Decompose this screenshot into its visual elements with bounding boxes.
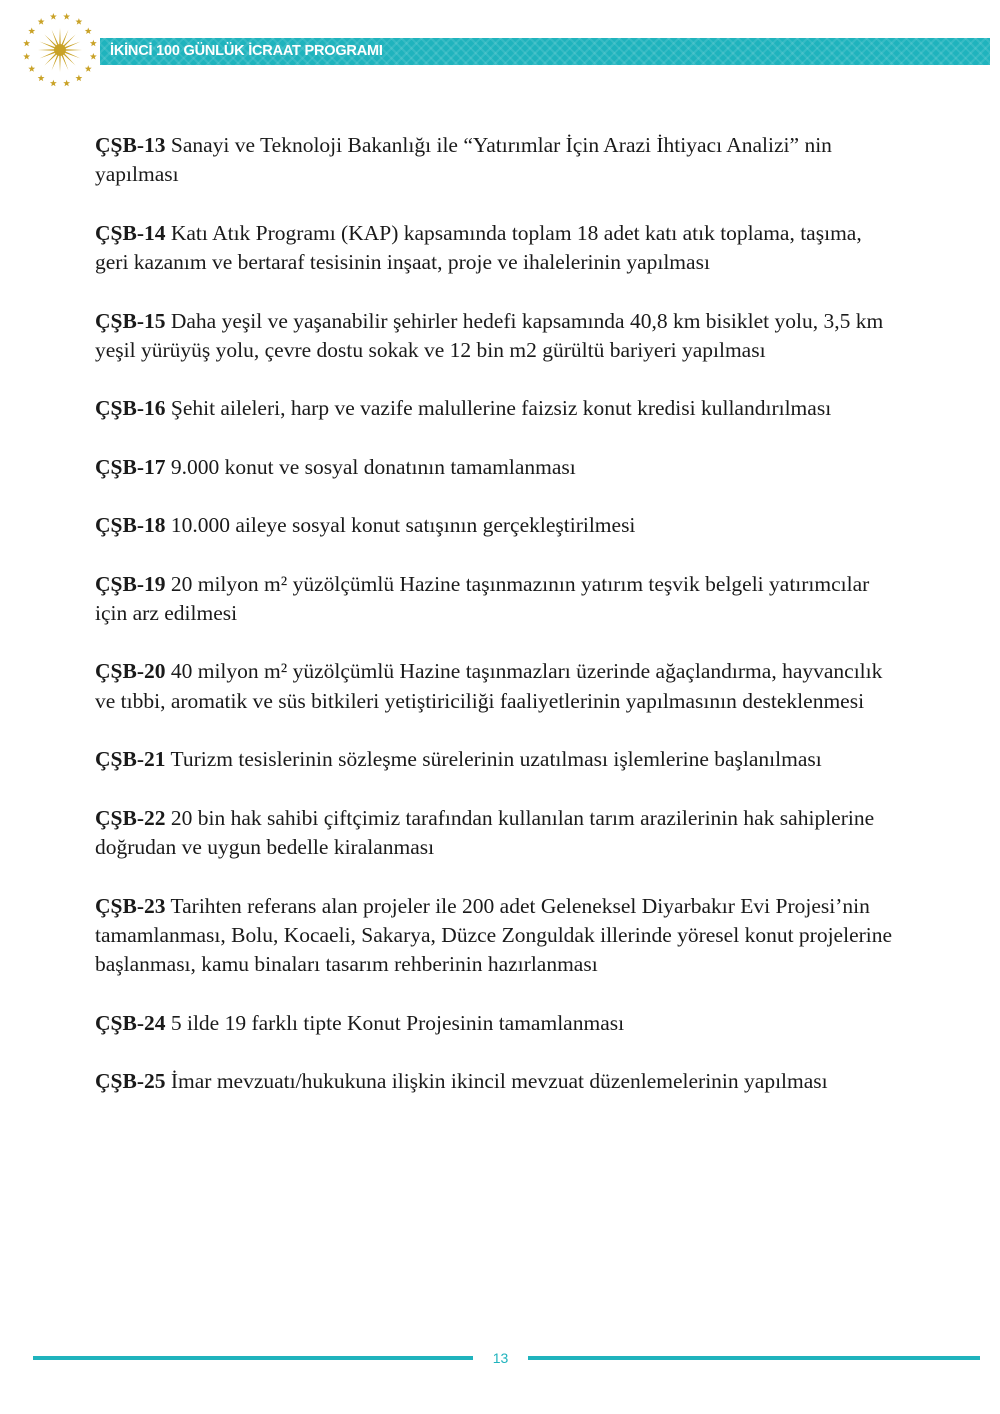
page-number: 13 bbox=[492, 1350, 509, 1366]
footer-rule-left bbox=[33, 1356, 473, 1360]
presidential-seal-icon bbox=[18, 8, 102, 92]
item-code: ÇŞB-18 bbox=[95, 513, 166, 538]
item-code: ÇŞB-23 bbox=[95, 893, 166, 918]
item-text: 10.000 aileye sosyal konut satışının gerçekleştirilmesi bbox=[170, 513, 636, 538]
item-text: Tarihten referans alan projeler ile 200 adet Geleneksel Diyarbakır Evi Projesi’nin tamamlanması, Bolu, Kocaeli, Sakarya, Düzce Zonguldak illerinde yöresel konut projelerine başlanması, kamu binaları tasarım rehberinin hazırlanması bbox=[95, 893, 893, 977]
document-body bbox=[95, 131, 895, 1126]
list-item bbox=[95, 511, 895, 540]
item-text: 20 milyon m² yüzölçümlü Hazine taşınmazının yatırım teşvik belgeli yatırımcılar için arz edilmesi bbox=[95, 571, 870, 626]
item-text: Turizm tesislerinin sözleşme sürelerinin uzatılması işlemlerine başlanılması bbox=[170, 747, 822, 772]
item-code: ÇŞB-22 bbox=[95, 805, 166, 830]
item-code: ÇŞB-21 bbox=[95, 747, 166, 772]
list-item bbox=[95, 1009, 895, 1038]
header-title: İKİNCİ 100 GÜNLÜK İCRAAT PROGRAMI bbox=[110, 43, 383, 59]
list-item bbox=[95, 804, 895, 863]
list-item bbox=[95, 394, 895, 423]
item-code: ÇŞB-16 bbox=[95, 396, 166, 421]
item-text: Katı Atık Programı (KAP) kapsamında toplam 18 adet katı atık toplama, taşıma, geri kazanım ve bertaraf tesisinin inşaat, proje ve ihalelerinin yapılması bbox=[95, 220, 862, 275]
item-text: 20 bin hak sahibi çiftçimiz tarafından kullanılan tarım arazilerinin hak sahiplerine doğrudan ve uygun bedelle kiralanması bbox=[95, 805, 875, 860]
item-text: 5 ilde 19 farklı tipte Konut Projesinin tamamlanması bbox=[170, 1010, 625, 1035]
list-item bbox=[95, 570, 895, 629]
item-code: ÇŞB-15 bbox=[95, 308, 166, 333]
list-item bbox=[95, 1067, 895, 1096]
list-item bbox=[95, 657, 895, 716]
item-text: Sanayi ve Teknoloji Bakanlığı ile “Yatırımlar İçin Arazi İhtiyacı Analizi” nin yapılması bbox=[95, 133, 832, 187]
list-item bbox=[95, 892, 895, 980]
item-text: İmar mevzuatı/hukukuna ilişkin ikincil mevzuat düzenlemelerinin yapılması bbox=[170, 1069, 828, 1094]
item-text: 40 milyon m² yüzölçümlü Hazine taşınmazları üzerinde ağaçlandırma, hayvancılık ve tıbbi, aromatik ve süs bitkileri yetiştiriciliği faaliyetlerinin yapılmasının desteklenmesi bbox=[95, 659, 883, 713]
item-code: ÇŞB-19 bbox=[95, 571, 166, 596]
item-code: ÇŞB-24 bbox=[95, 1010, 166, 1035]
list-item bbox=[95, 219, 895, 278]
item-code: ÇŞB-17 bbox=[95, 454, 166, 479]
item-code: ÇŞB-13 bbox=[95, 133, 166, 157]
list-item bbox=[95, 453, 895, 482]
item-code: ÇŞB-20 bbox=[95, 659, 166, 684]
list-item bbox=[95, 745, 895, 774]
item-code: ÇŞB-25 bbox=[95, 1069, 166, 1094]
list-item bbox=[95, 131, 895, 190]
item-code: ÇŞB-14 bbox=[95, 220, 166, 245]
item-text: Şehit aileleri, harp ve vazife malullerine faizsiz konut kredisi kullandırılması bbox=[170, 396, 832, 421]
item-text: 9.000 konut ve sosyal donatının tamamlanması bbox=[170, 454, 576, 479]
list-item bbox=[95, 307, 895, 366]
item-text: Daha yeşil ve yaşanabilir şehirler hedefi kapsamında 40,8 km bisiklet yolu, 3,5 km yeşil yürüyüş yolu, çevre dostu sokak ve 12 bin m2 gürültü bariyeri yapılması bbox=[95, 308, 884, 363]
footer-rule-right bbox=[528, 1356, 980, 1360]
